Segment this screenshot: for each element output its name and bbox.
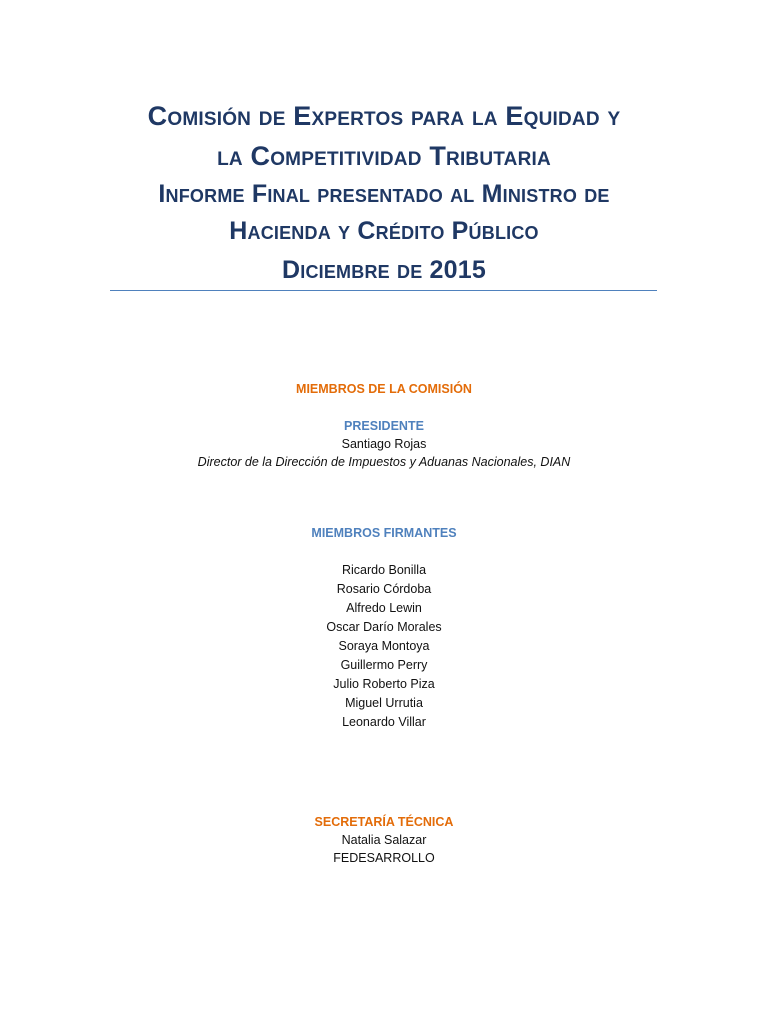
title-divider xyxy=(110,290,657,291)
member-name: Guillermo Perry xyxy=(340,658,428,672)
technical-secretariat-heading: SECRETARÍA TÉCNICA xyxy=(314,815,454,829)
signing-members-list xyxy=(0,561,768,732)
signing-members-section xyxy=(0,524,768,542)
member-name: Rosario Córdoba xyxy=(336,582,432,596)
technical-secretariat-section xyxy=(0,813,768,867)
title-line-2: la Competitividad Tributaria xyxy=(217,141,551,171)
technical-secretariat-name: Natalia Salazar xyxy=(341,833,427,847)
title-line-1: Comisión de Expertos para la Equidad y xyxy=(147,101,621,131)
subtitle-line-2: Hacienda y Crédito Público xyxy=(229,217,539,245)
president-heading: PRESIDENTE xyxy=(344,419,424,433)
document-title xyxy=(110,96,658,290)
president-section xyxy=(0,417,768,471)
president-role: Director de la Dirección de Impuestos y Aduanas Nacionales, DIAN xyxy=(197,455,571,469)
president-name: Santiago Rojas xyxy=(341,437,427,451)
technical-secretariat-organization: FEDESARROLLO xyxy=(333,851,435,865)
member-name: Miguel Urrutia xyxy=(345,696,423,710)
members-heading-section xyxy=(0,380,768,398)
member-name: Oscar Darío Morales xyxy=(326,620,442,634)
members-heading: MIEMBROS DE LA COMISIÓN xyxy=(296,382,472,396)
member-name: Ricardo Bonilla xyxy=(341,563,427,577)
member-name: Soraya Montoya xyxy=(338,639,430,653)
signing-members-heading: MIEMBROS FIRMANTES xyxy=(311,526,457,540)
document-date: Diciembre de 2015 xyxy=(282,256,486,284)
member-name: Alfredo Lewin xyxy=(346,601,422,615)
member-name: Julio Roberto Piza xyxy=(333,677,435,691)
subtitle-line-1: Informe Final presentado al Ministro de xyxy=(158,180,610,208)
member-name: Leonardo Villar xyxy=(342,715,426,729)
signing-members-list-section xyxy=(0,561,768,732)
